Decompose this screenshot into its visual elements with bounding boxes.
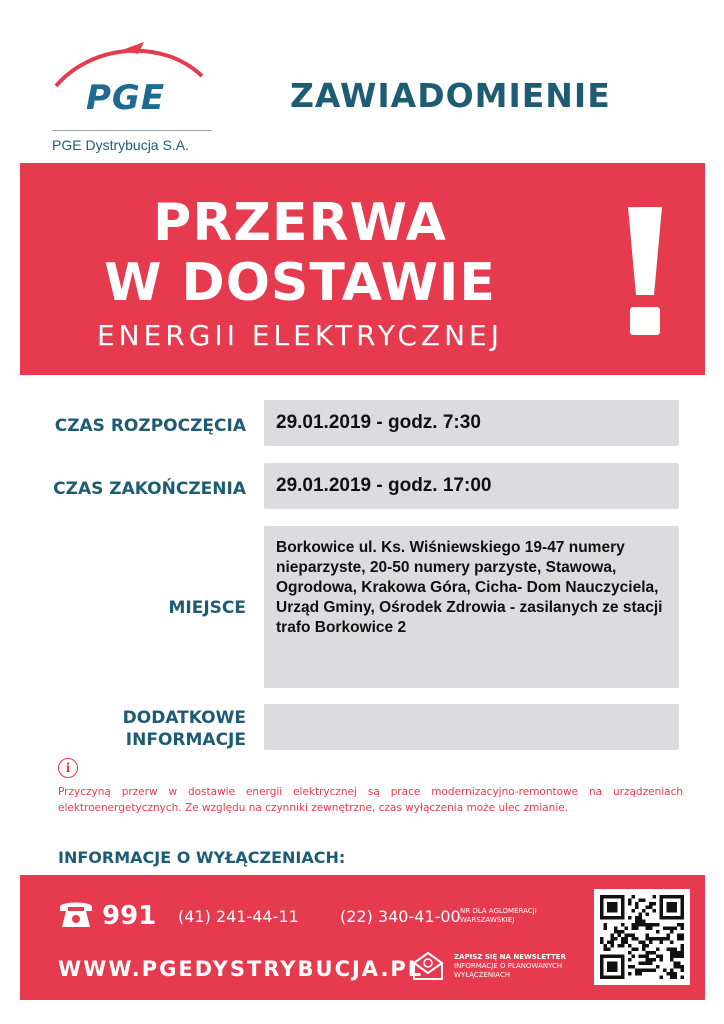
start-time-box [264,400,679,446]
additional-info-box [264,704,679,750]
banner-line-2: W DOSTAWIE [104,253,496,313]
additional-info-label-line-2: INFORMACJE [125,730,246,750]
emergency-phone[interactable]: 991 [102,901,157,931]
banner-line-1: PRZERWA [153,193,447,253]
company-name: PGE Dystrybucja S.A. [52,137,189,153]
phone-icon [58,897,94,929]
start-time-value: 29.01.2019 - godz. 7:30 [276,412,481,433]
envelope-icon [412,951,444,981]
end-time-label: CZAS ZAKOŃCZENIA [53,479,246,499]
logo-divider [52,130,212,131]
pge-logo [52,40,232,160]
document-title: ZAWIADOMIENIE [290,76,611,115]
info-icon: i [58,758,78,778]
warsaw-phone-note: NR DLA AGLOMERACJI WARSZAWSKIEJ [460,907,537,924]
newsletter-subtitle: INFORMACJE O PLANOWANYCH WYŁĄCZENIACH [454,962,563,979]
phone-number-kielce[interactable]: (41) 241-44-11 [178,907,299,926]
contact-footer [20,875,705,1000]
additional-info-label [16,707,246,751]
place-box [264,526,679,688]
banner-line-3: ENERGII ELEKTRYCZNEJ [96,319,504,352]
place-value: Borkowice ul. Ks. Wiśniewskiego 19-47 numery nieparzyste, 20-50 numery parzyste, Stawowa, Ogrodowa, Krakowa Góra, Cicha- Dom Nauczyciela, Urząd Gminy, Ośrodek Zdrowia - zasilanych ze stacji trafo Borkowice 2 [276,539,663,636]
start-time-label: CZAS ROZPOCZĘCIA [54,416,246,436]
cause-note: Przyczyną przerw w dostawie energii elektrycznej są prace modernizacyjno-remontowe na urządzeniach elektroenergetycznych. Ze względu na czynniki zewnętrzne, czas wyłączenia może ulec zmianie. [58,786,683,814]
logo-text: PGE [86,78,166,118]
phone-number-warsaw[interactable]: (22) 340-41-00 [340,907,461,926]
website-link[interactable]: WWW.PGEDYSTRYBUCJA.PL [58,957,424,981]
qr-code-icon[interactable] [594,889,690,985]
outage-info-title: INFORMACJE O WYŁĄCZENIACH: [58,848,346,867]
end-time-value: 29.01.2019 - godz. 17:00 [276,475,492,496]
additional-info-label-line-1: DODATKOWE [122,708,246,728]
outage-banner [20,163,705,375]
place-label: MIEJSCE [168,598,246,618]
exclamation-icon [622,207,668,337]
newsletter-title[interactable]: ZAPISZ SIĘ NA NEWSLETTER [454,953,566,961]
end-time-box [264,463,679,509]
